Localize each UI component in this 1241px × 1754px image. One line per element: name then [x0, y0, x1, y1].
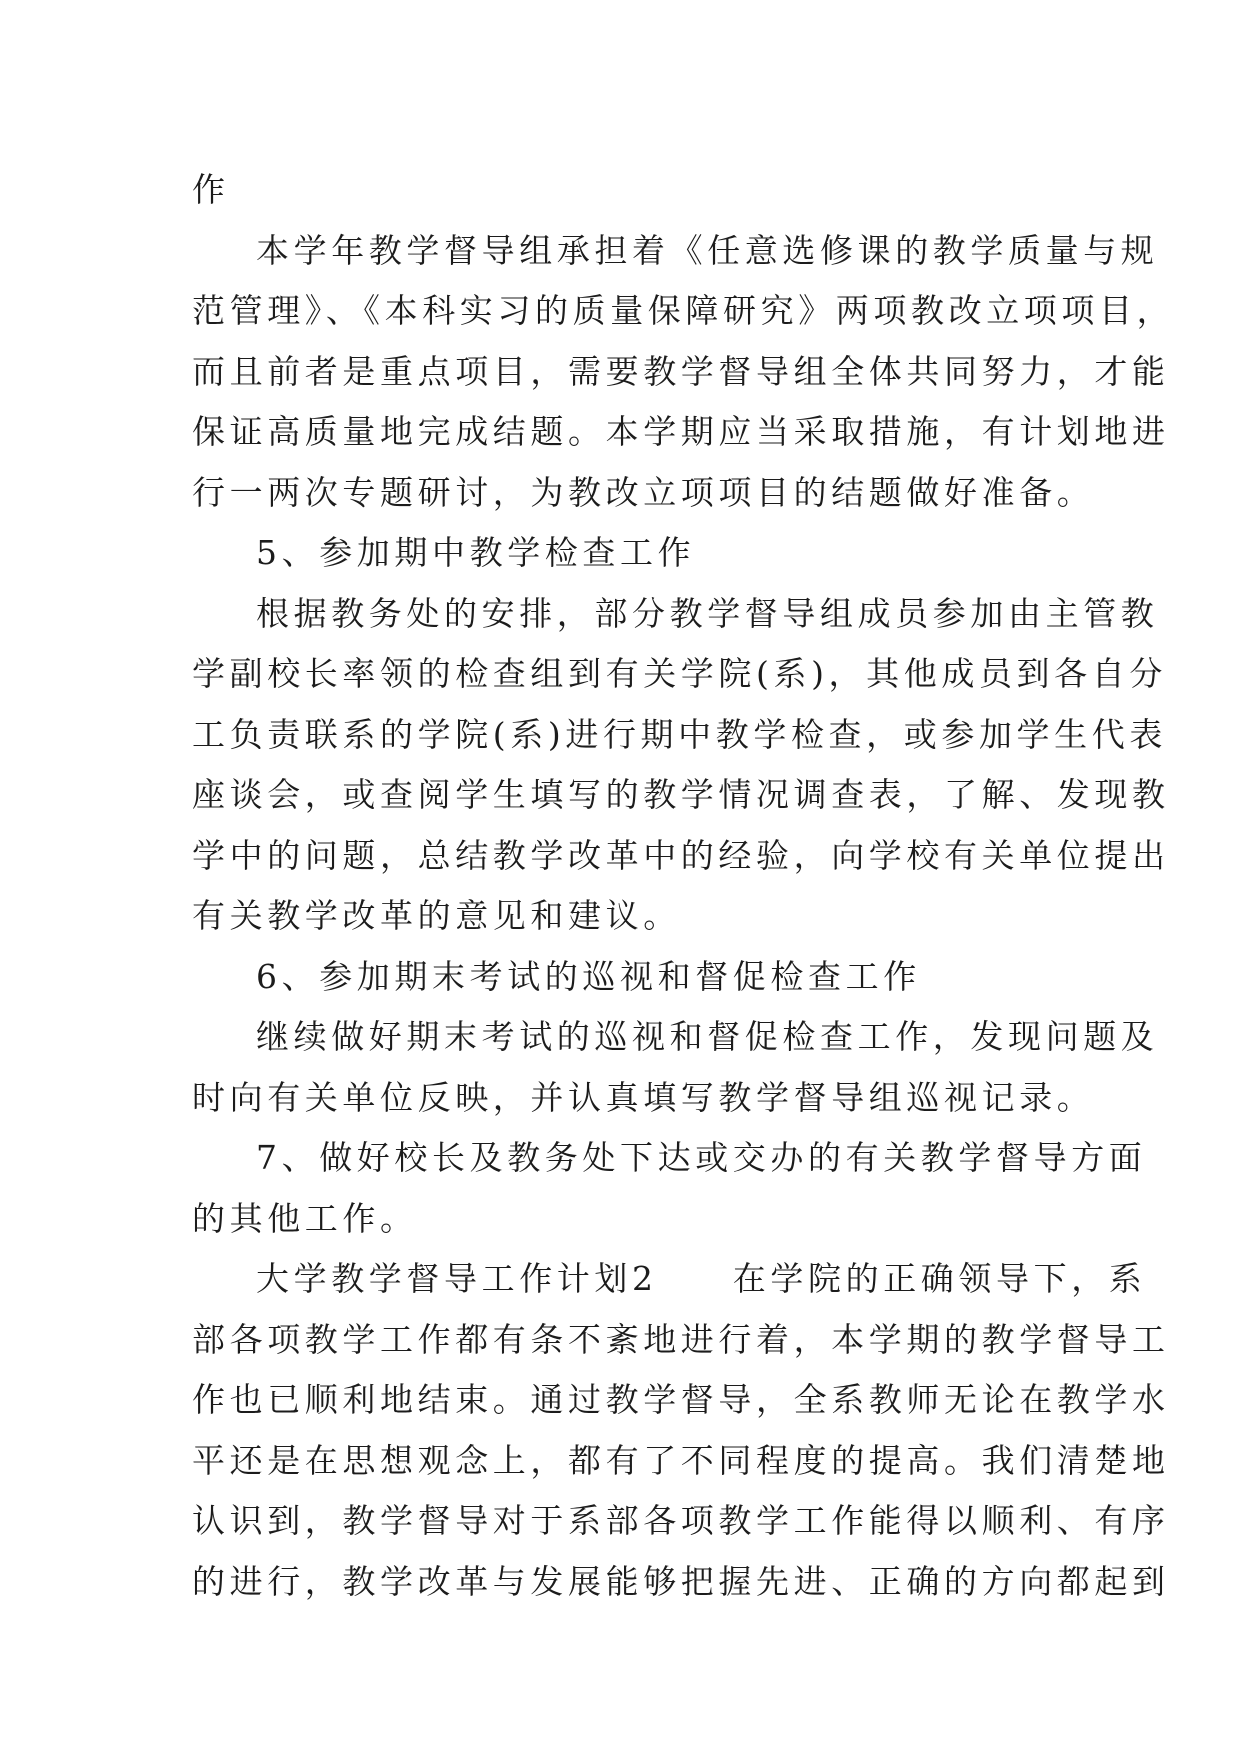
- text-line: 平还是在思想观念上，都有了不同程度的提高。我们清楚地: [192, 1440, 1170, 1480]
- text-line: 作也已顺利地结束。通过教学督导，全系教师无论在教学水: [192, 1380, 1170, 1419]
- section-heading: 6、参加期末考试的巡视和督促检查工作: [256, 956, 921, 996]
- text-line: 座谈会，或查阅学生填写的教学情况调查表，了解、发现教: [192, 775, 1170, 814]
- text-line: 学中的问题，总结教学改革中的经验，向学校有关单位提出: [192, 835, 1170, 875]
- text-line: 工负责联系的学院(系)进行期中教学检查，或参加学生代表: [192, 714, 1167, 754]
- text-line: 而且前者是重点项目，需要教学督导组全体共同努力，才能: [192, 351, 1170, 391]
- text-line: 根据教务处的安排，部分教学督导组成员参加由主管教: [256, 593, 1159, 633]
- text-line: 继续做好期末考试的巡视和督促检查工作，发现问题及: [256, 1017, 1159, 1056]
- text-line: 的进行，教学改革与发展能够把握先进、正确的方向都起到: [192, 1561, 1170, 1601]
- text-line: 范管理》、《本科实习的质量保障研究》两项教改立项项目，: [192, 291, 1175, 330]
- text-line: 认识到，教学督导对于系部各项教学工作能得以顺利、有序: [192, 1501, 1170, 1540]
- text-line: 有关教学改革的意见和建议。: [192, 896, 681, 935]
- text-line: 的其他工作。: [192, 1198, 418, 1238]
- text-line: 部各项教学工作都有条不紊地进行着，本学期的教学督导工: [192, 1319, 1170, 1359]
- text-line: 作: [192, 170, 230, 209]
- text-line: 本学年教学督导组承担着《任意选修课的教学质量与规: [256, 230, 1159, 270]
- text-line: 行一两次专题研讨，为教改立项项目的结题做好准备。: [192, 472, 1095, 512]
- section-heading: 大学教学督导工作计划2 在学院的正确领导下，系: [256, 1259, 1147, 1298]
- section-heading: 7、做好校长及教务处下达或交办的有关教学督导方面: [256, 1138, 1147, 1177]
- text-line: 学副校长率领的检查组到有关学院(系)，其他成员到各自分: [192, 654, 1167, 693]
- body-text: [192, 160, 1175, 1612]
- text-line: 保证高质量地完成结题。本学期应当采取措施，有计划地进: [192, 412, 1170, 451]
- section-heading: 5、参加期中教学检查工作: [256, 533, 696, 572]
- text-line: 时向有关单位反映，并认真填写教学督导组巡视记录。: [192, 1077, 1095, 1117]
